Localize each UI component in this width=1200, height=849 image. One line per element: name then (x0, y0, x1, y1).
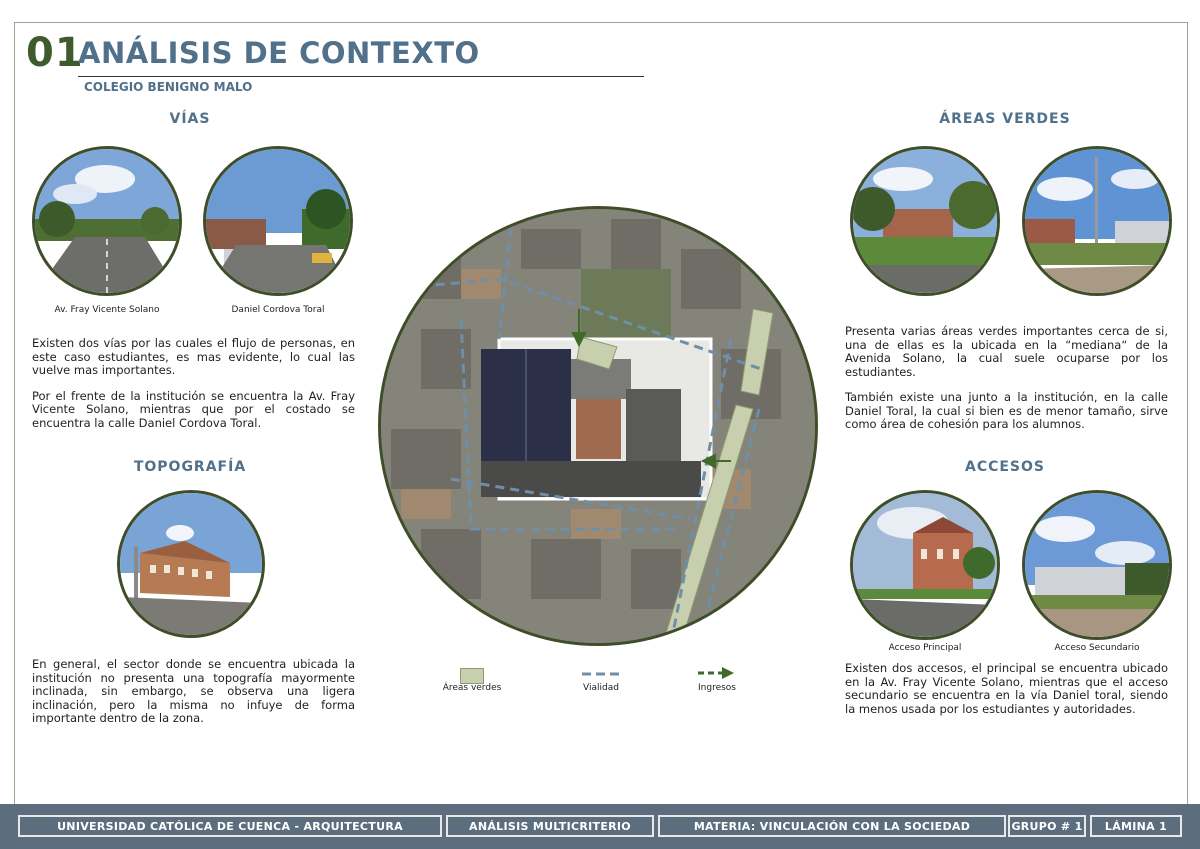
accesos-title: ACCESOS (964, 459, 1045, 475)
legend-entrance-arrow-icon (698, 666, 736, 680)
footer-analysis: ANÁLISIS MULTICRITERIO (446, 815, 654, 837)
topografia-text (32, 658, 355, 738)
topografia-title: TOPOGRAFÍA (133, 459, 247, 475)
legend-roads: Vialidad (583, 683, 619, 693)
page-subtitle: COLEGIO BENIGNO MALO (84, 80, 253, 94)
section-number: 01 (26, 30, 84, 76)
title-underline (78, 76, 644, 77)
areas-verdes-paragraph-1: Presenta varias áreas verdes importantes cerca de si, una de ellas es la ubicada en la “mediana“ de la Avenida Solano, la cual suele ocuparse por los estudiantes. (845, 324, 1168, 379)
topografia-paragraph: En general, el sector donde se encuentra ubicada la institución no presenta una topografía mayormente inclinada, sin embargo, se observa una ligera inclinación, pero la misma no infuye de forma importante dentro de la zona. (32, 657, 355, 725)
footer-subject: MATERIA: VINCULACIÓN CON LA SOCIEDAD (658, 815, 1006, 837)
areas-verdes-paragraph-2: También existe una junto a la institución, en la calle Daniel Toral, la cual si bien es de menor tamaño, sirve como área de cohesión para los alumnos. (845, 390, 1168, 431)
legend-entrances: Ingresos (698, 683, 736, 693)
photo-area-verde-2 (1022, 146, 1172, 296)
areas-verdes-title: ÁREAS VERDES (939, 111, 1071, 127)
photo-area-verde-1 (850, 146, 1000, 296)
vias-paragraph-1: Existen dos vías por las cuales el flujo de personas, en este caso estudiantes, es mas evidente, lo cual las vuelve mas importantes. (32, 336, 355, 377)
footer-group: GRUPO # 1 (1008, 815, 1086, 837)
legend-green-areas: Áreas verdes (442, 683, 502, 693)
page-title: ANÁLISIS DE CONTEXTO (78, 36, 480, 70)
vias-title: VÍAS (169, 111, 211, 127)
photo-daniel-cordova-toral (203, 146, 353, 296)
caption-av-fray-vicente-solano: Av. Fray Vicente Solano (54, 305, 160, 315)
photo-av-fray-vicente-solano (32, 146, 182, 296)
accesos-text (845, 662, 1168, 728)
site-aerial-map (378, 206, 818, 646)
accesos-paragraph: Existen dos accesos, el principal se encuentra ubicado en la Av. Fray Vicente Solano, mientras que el acceso secundario se encuentra en la vía Daniel toral, siendo la menos usada por los estudiantes y autoridades. (845, 661, 1168, 716)
legend-road-dash (582, 670, 622, 678)
footer-university: UNIVERSIDAD CATÓLICA DE CUENCA - ARQUITECTURA (18, 815, 442, 837)
areas-verdes-text (845, 325, 1168, 444)
vias-text (32, 337, 355, 442)
vias-paragraph-2: Por el frente de la institución se encuentra la Av. Fray Vicente Solano, mientras que por el costado se encuentra la calle Daniel Cordova Toral. (32, 388, 355, 430)
photo-acceso-secundario (1022, 490, 1172, 640)
caption-acceso-principal: Acceso Principal (888, 643, 962, 653)
photo-topografia (117, 490, 265, 638)
legend-green-swatch (460, 668, 484, 684)
caption-acceso-secundario: Acceso Secundario (1054, 643, 1140, 653)
photo-acceso-principal (850, 490, 1000, 640)
footer-sheet: LÁMINA 1 (1090, 815, 1182, 837)
caption-daniel-cordova-toral: Daniel Cordova Toral (231, 305, 325, 315)
